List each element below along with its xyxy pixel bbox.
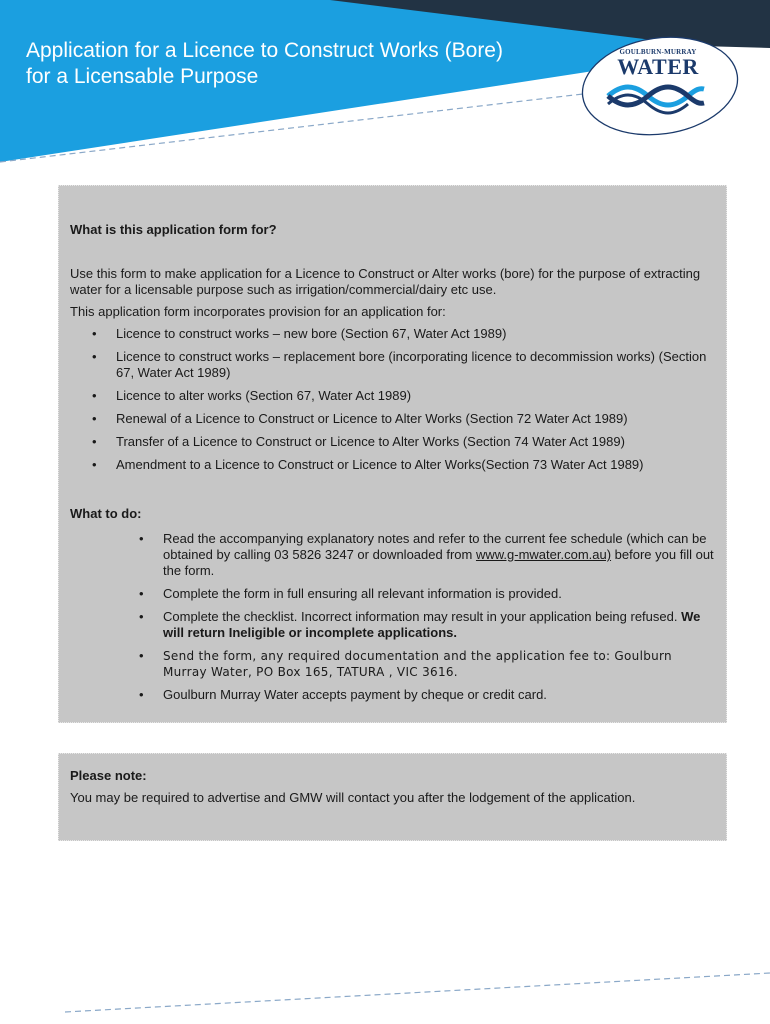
list-item-text: Licence to construct works – new bore (Section 67, Water Act 1989) xyxy=(116,326,507,341)
list-item xyxy=(139,648,718,680)
list-item-text: Amendment to a Licence to Construct or Licence to Alter Works(Section 73 Water Act 1989) xyxy=(116,457,644,472)
section-1-heading: What is this application form for? xyxy=(70,222,277,237)
list-item-text: Complete the checklist. Incorrect information may result in your application being refused. xyxy=(163,609,682,624)
info-panel xyxy=(58,185,727,723)
title-line-2: for a Licensable Purpose xyxy=(26,65,259,88)
what-to-do-list xyxy=(139,531,718,710)
list-item xyxy=(92,457,716,473)
website-link[interactable]: www.g-mwater.com.au) xyxy=(475,547,612,562)
note-text: You may be required to advertise and GMW will contact you after the lodgement of the application. xyxy=(70,790,636,805)
bullet: • xyxy=(139,687,144,702)
bullet: • xyxy=(139,586,144,601)
list-item-text: Goulburn Murray Water accepts payment by cheque or credit card. xyxy=(163,687,547,702)
logo-big-text: WATER xyxy=(617,54,699,79)
list-item-text: Licence to construct works – replacement bore (incorporating licence to decommission works) (Section 67, Water Act 1989) xyxy=(116,349,707,380)
bullet: • xyxy=(92,434,97,449)
section-1-provision: This application form incorporates provision for an application for: xyxy=(70,304,446,319)
list-item xyxy=(92,434,716,450)
list-item-text: Complete the form in full ensuring all relevant information is provided. xyxy=(163,586,562,601)
list-item xyxy=(92,411,716,427)
bullet: • xyxy=(139,648,144,663)
list-item xyxy=(139,531,718,579)
note-heading: Please note: xyxy=(70,768,147,783)
bullet: • xyxy=(92,349,97,364)
page-title xyxy=(26,38,586,90)
bullet: • xyxy=(139,531,144,546)
list-item xyxy=(139,609,718,641)
list-item xyxy=(139,586,718,602)
list-item xyxy=(92,388,716,404)
bullet: • xyxy=(92,388,97,403)
bullet: • xyxy=(92,326,97,341)
list-item-text: Licence to alter works (Section 67, Water Act 1989) xyxy=(116,388,412,403)
bullet: • xyxy=(139,609,144,624)
section-2-heading: What to do: xyxy=(70,506,142,521)
bullet: • xyxy=(92,411,97,426)
application-types-list xyxy=(92,326,716,480)
title-line-1: Application for a Licence to Construct Works (Bore) xyxy=(26,39,503,62)
note-panel xyxy=(58,753,727,841)
list-item-text: Send the form, any required documentation and the application fee to: Goulburn Murray Water, PO Box 165, TATURA , VIC 3616. xyxy=(163,649,672,679)
list-item-text: Transfer of a Licence to Construct or Licence to Alter Works (Section 74 Water Act 1989) xyxy=(116,434,625,449)
section-1-intro: Use this form to make application for a Licence to Construct or Alter works (bore) for the purpose of extracting water for a licensable purpose such as irrigation/commercial/dairy etc use. xyxy=(70,266,701,297)
list-item xyxy=(92,349,716,381)
bullet: • xyxy=(92,457,97,472)
list-item-text: Read the accompanying explanatory notes and refer to the current fee schedule (which can be obtained by calling 03 5826 3247 or downloaded from xyxy=(163,531,707,562)
bottom-dashed-line xyxy=(0,965,770,1015)
list-item-text-tail: before you fill out the form. xyxy=(163,547,714,578)
list-item-text: Renewal of a Licence to Construct or Licence to Alter Works (Section 72 Water Act 1989) xyxy=(116,411,628,426)
logo-small-text: GOULBURN-MURRAY xyxy=(619,48,697,56)
list-item xyxy=(92,326,716,342)
list-item-bold-text: We will return Ineligible or incomplete applications. xyxy=(163,609,701,640)
list-item xyxy=(139,687,718,703)
